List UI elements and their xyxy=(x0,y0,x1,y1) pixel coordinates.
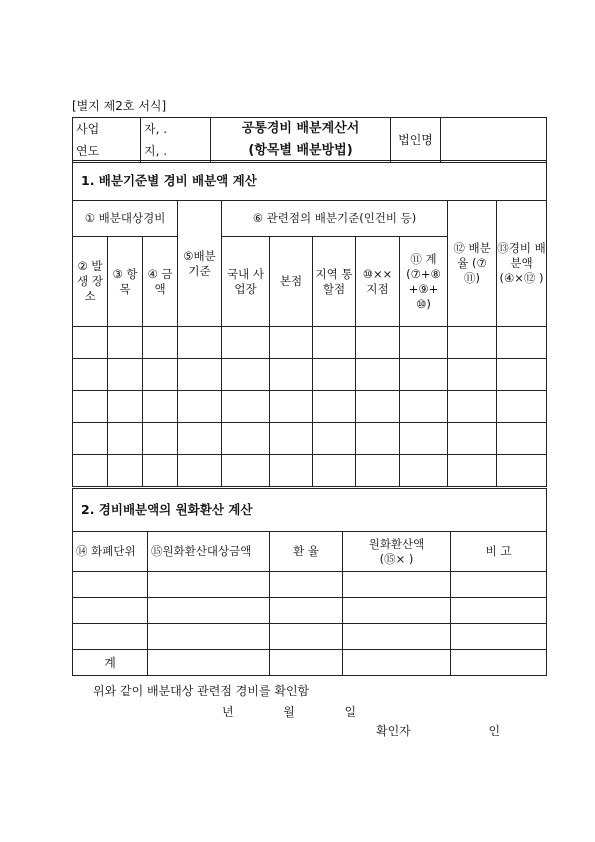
table-row xyxy=(73,572,547,598)
cell[interactable] xyxy=(222,423,270,455)
cell[interactable] xyxy=(143,359,178,391)
cell[interactable] xyxy=(313,455,356,487)
seal-label: 인 xyxy=(488,724,501,738)
day-label: 일 xyxy=(344,705,357,719)
cell[interactable] xyxy=(222,359,270,391)
cell[interactable] xyxy=(108,423,143,455)
section-2-title: 2. 경비배분액의 원화환산 계산 xyxy=(73,489,547,532)
allocation-table xyxy=(72,160,547,487)
cell[interactable] xyxy=(313,391,356,423)
col-sum: ⑪ 계 (⑦+⑧ +⑨+ ⑩) xyxy=(400,237,448,327)
cell[interactable] xyxy=(356,359,400,391)
cell[interactable] xyxy=(148,624,270,650)
cell[interactable] xyxy=(497,327,547,359)
col-item: ③ 항목 xyxy=(108,237,143,327)
cell[interactable] xyxy=(108,455,143,487)
cell[interactable] xyxy=(143,327,178,359)
business-year-label-1: 사업 xyxy=(73,118,141,141)
cell[interactable] xyxy=(143,455,178,487)
col-branch: ⑩×× 지점 xyxy=(356,237,400,327)
cell[interactable] xyxy=(178,327,222,359)
cell[interactable] xyxy=(356,391,400,423)
document-title xyxy=(211,118,391,163)
month-label: 월 xyxy=(283,705,295,719)
cell[interactable] xyxy=(313,359,356,391)
cell[interactable] xyxy=(356,423,400,455)
cell[interactable] xyxy=(270,391,313,423)
date-line xyxy=(222,703,356,720)
table-row xyxy=(73,391,547,423)
krw-conversion-table xyxy=(72,488,547,676)
cell[interactable] xyxy=(400,359,448,391)
cell[interactable] xyxy=(270,624,343,650)
cell[interactable] xyxy=(497,391,547,423)
cell[interactable] xyxy=(73,423,108,455)
year-label: 년 xyxy=(222,705,234,719)
cell[interactable] xyxy=(313,327,356,359)
col-group-related-branch-basis: ⑥ 관련점의 배분기준(인건비 등) xyxy=(222,201,448,237)
cell[interactable] xyxy=(448,455,497,487)
cell[interactable] xyxy=(313,423,356,455)
cell[interactable] xyxy=(497,423,547,455)
corp-name-label: 법인명 xyxy=(391,118,441,163)
col-ratio: ⑫ 배분율 (⑦ ⑪) xyxy=(448,201,497,327)
cell[interactable] xyxy=(270,572,343,598)
form-tag: [별지 제2호 서식] xyxy=(72,99,167,113)
col-basis: ⑤배분 기준 xyxy=(178,201,222,327)
section-1-title: 1. 배분기준별 경비 배분액 계산 xyxy=(73,161,547,201)
cell[interactable] xyxy=(148,598,270,624)
total-target-cell[interactable] xyxy=(148,650,270,676)
col-krw-amount-line-1: 원화환산액 xyxy=(368,536,425,551)
table-row xyxy=(73,598,547,624)
cell[interactable] xyxy=(108,327,143,359)
from-label: 자, . xyxy=(141,118,211,141)
cell[interactable] xyxy=(400,391,448,423)
total-row xyxy=(73,650,547,676)
cell[interactable] xyxy=(451,572,547,598)
col-domestic: 국내 사업장 xyxy=(222,237,270,327)
cell[interactable] xyxy=(73,598,148,624)
to-label: 지, . xyxy=(141,140,211,163)
cell[interactable] xyxy=(73,455,108,487)
cell[interactable] xyxy=(451,624,547,650)
cell[interactable] xyxy=(108,359,143,391)
cell[interactable] xyxy=(448,391,497,423)
cell[interactable] xyxy=(73,624,148,650)
cell[interactable] xyxy=(270,359,313,391)
cell[interactable] xyxy=(73,359,108,391)
cell[interactable] xyxy=(343,624,451,650)
total-label: 계 xyxy=(73,650,148,676)
cell[interactable] xyxy=(497,455,547,487)
cell[interactable] xyxy=(178,455,222,487)
cell[interactable] xyxy=(343,572,451,598)
total-krw-cell[interactable] xyxy=(343,650,451,676)
cell[interactable] xyxy=(448,327,497,359)
corp-name-field[interactable] xyxy=(441,118,547,163)
cell[interactable] xyxy=(400,423,448,455)
cell[interactable] xyxy=(270,423,313,455)
cell[interactable] xyxy=(148,572,270,598)
cell[interactable] xyxy=(73,391,108,423)
cell[interactable] xyxy=(222,455,270,487)
business-year-label-2: 연도 xyxy=(73,140,141,163)
col-krw-amount-line-2: (⑮× ) xyxy=(379,551,414,566)
table-row xyxy=(73,327,547,359)
cell[interactable] xyxy=(222,391,270,423)
col-currency-unit: ⑭ 화폐단위 xyxy=(73,532,148,572)
title-line-1: 공통경비 배분계산서 xyxy=(241,121,360,136)
total-rate-cell[interactable] xyxy=(270,650,343,676)
table-row xyxy=(73,423,547,455)
col-remarks: 비 고 xyxy=(451,532,547,572)
cell[interactable] xyxy=(270,598,343,624)
cell[interactable] xyxy=(108,391,143,423)
cell[interactable] xyxy=(356,455,400,487)
col-head-office: 본점 xyxy=(270,237,313,327)
cell[interactable] xyxy=(143,423,178,455)
cell[interactable] xyxy=(356,327,400,359)
confirm-statement: 위와 같이 배분대상 관련점 경비를 확인함 xyxy=(93,684,310,698)
cell[interactable] xyxy=(73,572,148,598)
confirmer-label: 확인자 xyxy=(376,724,411,738)
cell[interactable] xyxy=(73,327,108,359)
cell[interactable] xyxy=(497,359,547,391)
cell[interactable] xyxy=(343,598,451,624)
cell[interactable] xyxy=(178,359,222,391)
cell[interactable] xyxy=(400,327,448,359)
cell[interactable] xyxy=(448,359,497,391)
col-place: ② 발생 장소 xyxy=(73,237,108,327)
col-amount: ④ 금액 xyxy=(143,237,178,327)
cell[interactable] xyxy=(222,327,270,359)
col-allocated-amount: ⑬경비 배분액 (④×⑫ ) xyxy=(497,201,547,327)
table-row xyxy=(73,455,547,487)
cell[interactable] xyxy=(178,423,222,455)
total-remarks-cell[interactable] xyxy=(451,650,547,676)
cell[interactable] xyxy=(448,423,497,455)
cell[interactable] xyxy=(451,598,547,624)
cell[interactable] xyxy=(178,391,222,423)
col-group-allocation-target: ① 배분대상경비 xyxy=(73,201,178,237)
col-regional: 지역 통할점 xyxy=(313,237,356,327)
title-line-2: (항목별 배분방법) xyxy=(248,143,353,158)
cell[interactable] xyxy=(143,391,178,423)
col-conversion-target: ⑮원화환산대상금액 xyxy=(148,532,270,572)
col-exchange-rate: 환 율 xyxy=(270,532,343,572)
cell[interactable] xyxy=(270,455,313,487)
cell[interactable] xyxy=(270,327,313,359)
table-row xyxy=(73,359,547,391)
cell[interactable] xyxy=(400,455,448,487)
header-table xyxy=(72,117,547,163)
table-row xyxy=(73,624,547,650)
signer-line xyxy=(376,722,500,739)
col-krw-amount xyxy=(343,532,451,572)
